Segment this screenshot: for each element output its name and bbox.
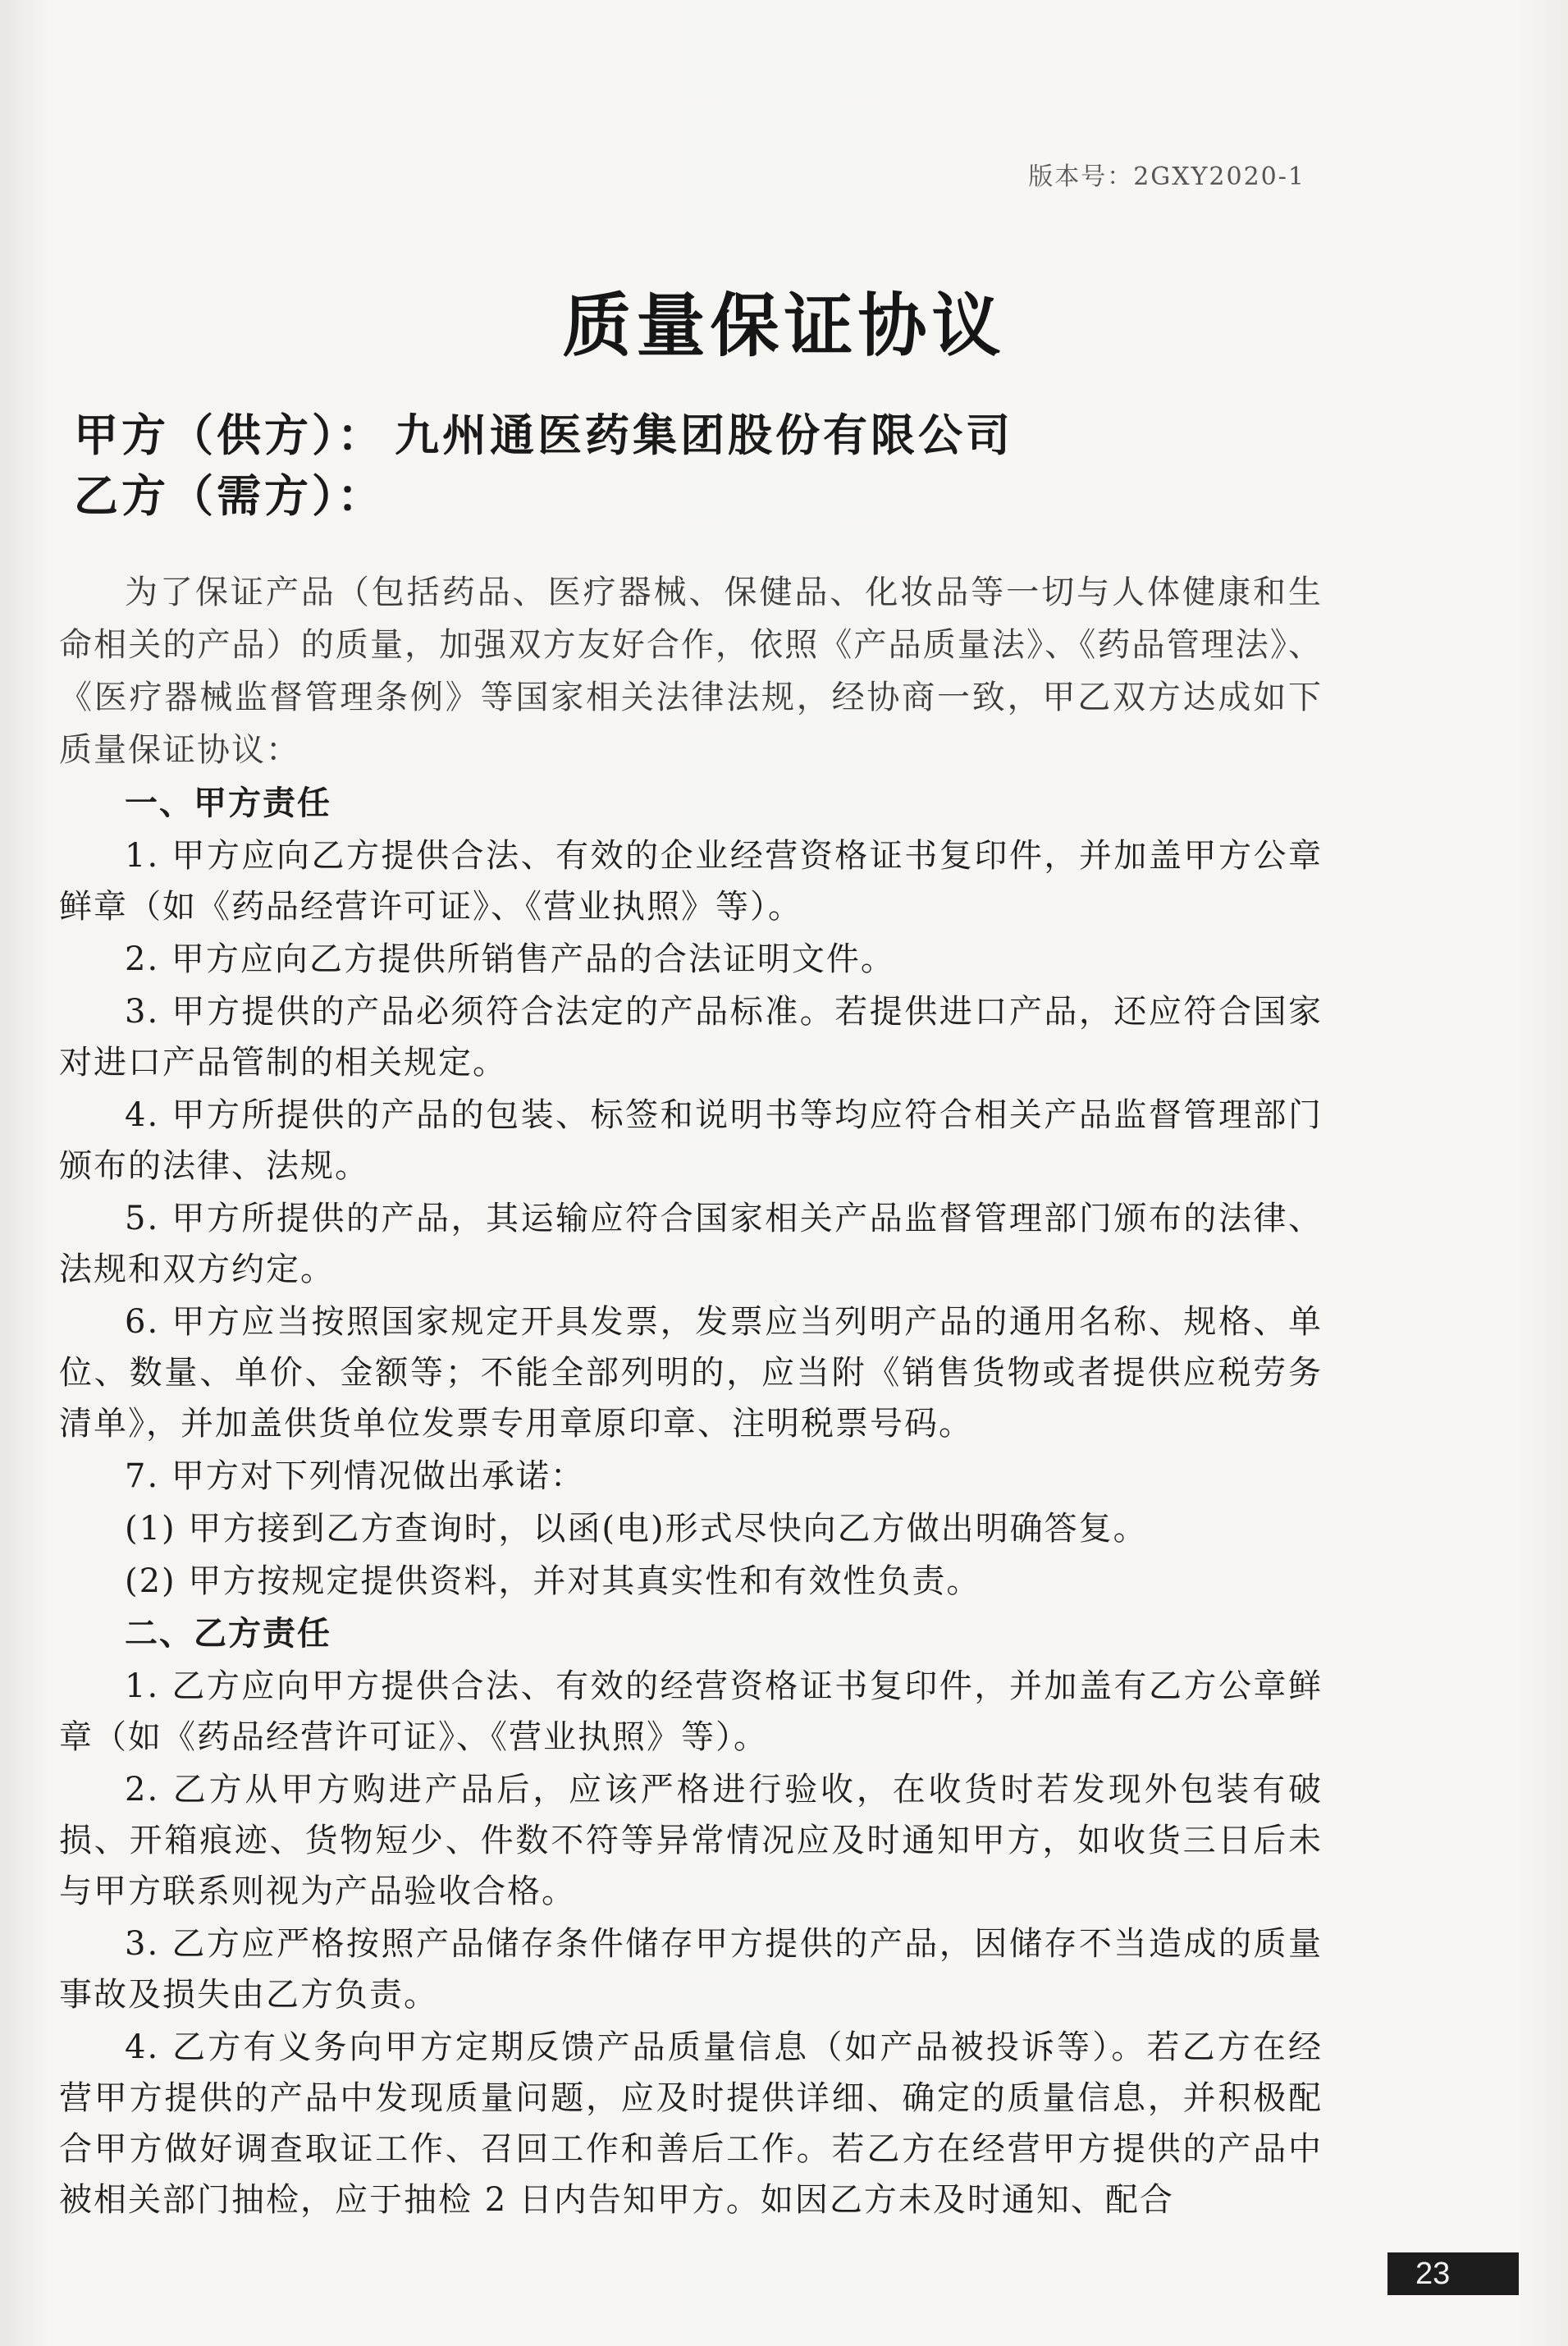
clause-b-4: 4. 乙方有义务向甲方定期反馈产品质量信息（如产品被投诉等）。若乙方在经营甲方提供的产品中发现质量问题，应及时提供详细、确定的质量信息，并积极配合甲方做好调查取证工作、召回工作和善后工作。若乙方在经营甲方提供的产品中被相关部门抽检，应于抽检 2 日内告知甲方。如因乙方未及时通知、配合 <box>59 2028 1323 2219</box>
party-b-label: 乙方（需方）： <box>74 469 385 522</box>
clause-a-1: 1. 甲方应向乙方提供合法、有效的企业经营资格证书复印件，并加盖甲方公章鲜章（如《药品经营许可证》、《营业执照》等）。 <box>59 837 1323 926</box>
document-title: 质量保证协议 <box>562 285 1006 366</box>
clause-a-2: 2. 甲方应向乙方提供所销售产品的合法证明文件。 <box>125 940 895 978</box>
clause-b-2: 2. 乙方从甲方购进产品后，应该严格进行验收，在收货时若发现外包装有破损、开箱痕迹、货物短少、件数不符等异常情况应及时通知甲方，如收货三日后未与甲方联系则视为产品验收合格。 <box>59 1771 1323 1910</box>
page-number: 23 <box>1387 2252 1519 2295</box>
party-a-label: 甲方（供方）： <box>74 409 385 461</box>
clause-a-7-1: (1) 甲方接到乙方查询时，以函(电)形式尽快向乙方做出明确答复。 <box>125 1510 1148 1548</box>
clause-b-1: 1. 乙方应向甲方提供合法、有效的经营资格证书复印件，并加盖有乙方公章鲜章（如《药品经营许可证》、《营业执照》等）。 <box>59 1667 1323 1756</box>
section-heading-party-a: 一、甲方责任 <box>125 784 331 822</box>
clause-a-4: 4. 甲方所提供的产品的包装、标签和说明书等均应符合相关产品监督管理部门颁布的法律、法规。 <box>59 1096 1323 1185</box>
intro-paragraph: 为了保证产品（包括药品、医疗器械、保健品、化妆品等一切与人体健康和生命相关的产品）的质量，加强双方友好合作，依照《产品质量法》、《药品管理法》、《医疗器械监督管理条例》等国家相关法律法规，经协商一致，甲乙双方达成如下质量保证协议： <box>59 574 1323 769</box>
party-a-name: 九州通医药集团股份有限公司 <box>395 409 1013 461</box>
party-b-line <box>74 461 395 524</box>
clause-a-7-2: (2) 甲方按规定提供资料，并对其真实性和有效性负责。 <box>125 1562 981 1600</box>
section-heading-party-b: 二、乙方责任 <box>125 1614 331 1653</box>
clause-a-3: 3. 甲方提供的产品必须符合法定的产品标准。若提供进口产品，还应符合国家对进口产品管制的相关规定。 <box>59 993 1323 1082</box>
clause-a-5: 5. 甲方所提供的产品，其运输应符合国家相关产品监督管理部门颁布的法律、法规和双方约定。 <box>59 1200 1323 1288</box>
version-number: 版本号：2GXY2020-1 <box>1028 162 1305 191</box>
clause-a-6: 6. 甲方应当按照国家规定开具发票，发票应当列明产品的通用名称、规格、单位、数量、单价、金额等；不能全部列明的，应当附《销售货物或者提供应税劳务清单》，并加盖供货单位发票专用章原印章、注明税票号码。 <box>59 1303 1323 1443</box>
clause-a-7: 7. 甲方对下列情况做出承诺： <box>125 1457 585 1495</box>
agreement-body <box>59 566 1323 2225</box>
clause-b-3: 3. 乙方应严格按照产品储存条件储存甲方提供的产品，因储存不当造成的质量事故及损失由乙方负责。 <box>59 1925 1323 2014</box>
party-a-line <box>74 400 1013 464</box>
